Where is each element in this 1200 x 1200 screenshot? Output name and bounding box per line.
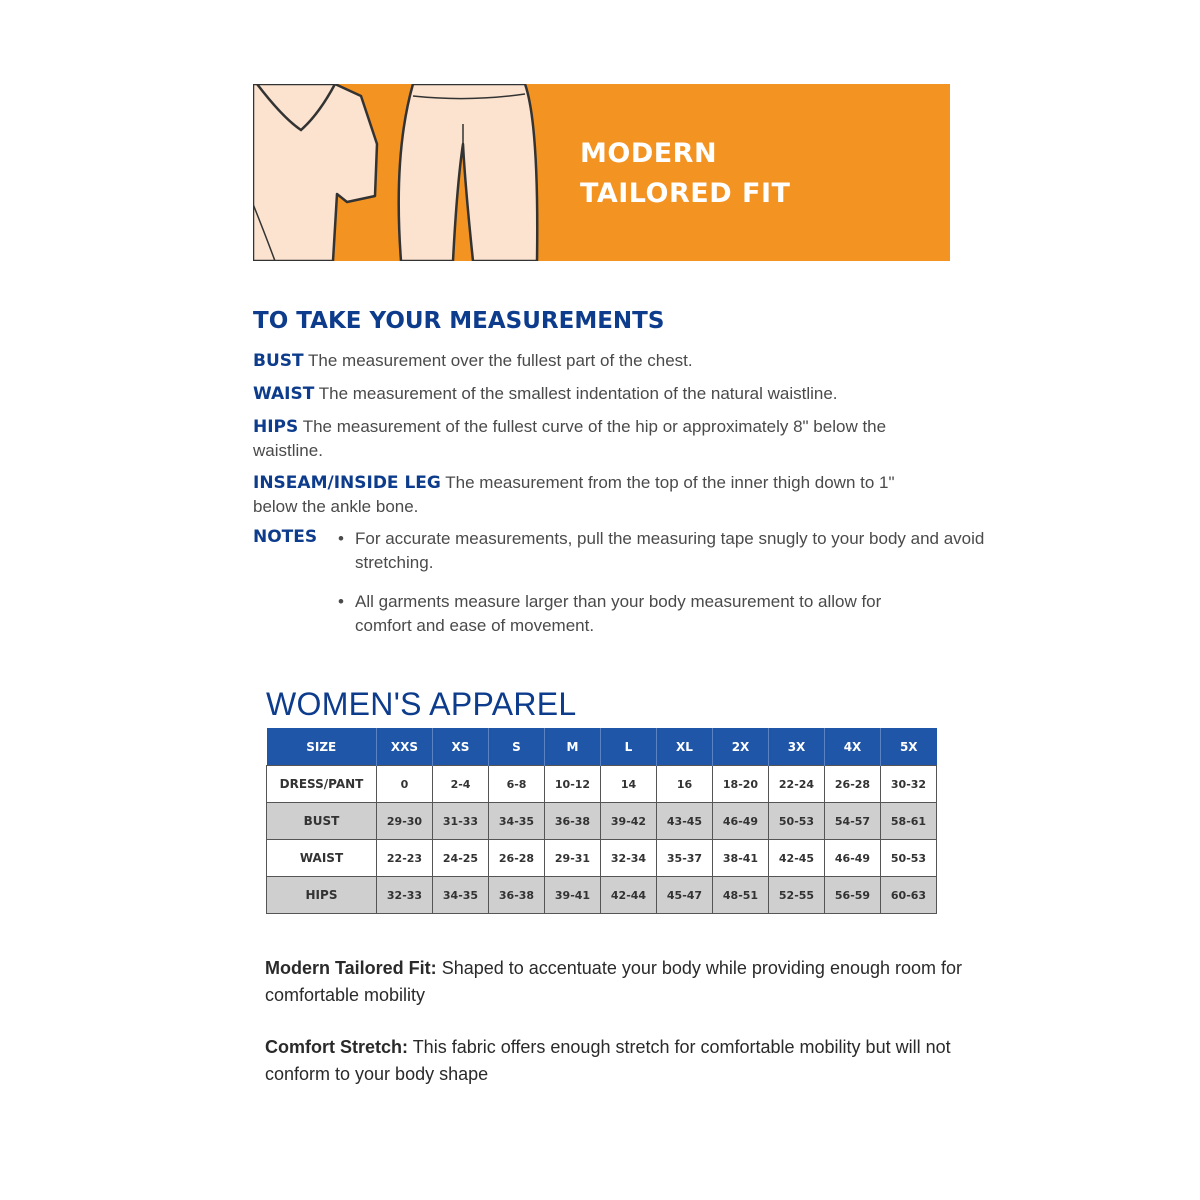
header-cell: 4X <box>825 728 881 766</box>
table-cell: 50-53 <box>881 840 937 877</box>
pants-illustration <box>399 84 538 261</box>
footnote-comfort-stretch <box>265 1034 985 1088</box>
table-cell: 39-42 <box>601 803 657 840</box>
footnote-term: Modern Tailored Fit: <box>265 958 437 978</box>
notes-label: NOTES <box>253 527 318 547</box>
note-item <box>338 527 998 575</box>
banner-title-line1: MODERN <box>580 138 718 169</box>
row-label: HIPS <box>267 877 377 914</box>
table-row <box>267 840 937 877</box>
table-cell: 26-28 <box>825 766 881 803</box>
header-cell: 3X <box>769 728 825 766</box>
header-cell: 2X <box>713 728 769 766</box>
row-label: DRESS/PANT <box>267 766 377 803</box>
note-text: All garments measure larger than your body measurement to allow for comfort and ease of movement. <box>355 592 882 635</box>
footnote-modern-fit <box>265 955 985 1009</box>
table-cell: 14 <box>601 766 657 803</box>
size-chart-table <box>266 728 937 914</box>
bullet-icon: • <box>338 592 344 611</box>
table-cell: 6-8 <box>489 766 545 803</box>
table-row <box>267 766 937 803</box>
row-label: WAIST <box>267 840 377 877</box>
table-cell: 56-59 <box>825 877 881 914</box>
header-cell: S <box>489 728 545 766</box>
measurement-term: BUST <box>253 351 304 371</box>
header-cell: 5X <box>881 728 937 766</box>
table-cell: 36-38 <box>489 877 545 914</box>
table-cell: 52-55 <box>769 877 825 914</box>
table-row <box>267 877 937 914</box>
footnote-text: This fabric offers enough stretch for comfortable mobility but will not conform to your body shape <box>265 1037 951 1084</box>
measurements-title: TO TAKE YOUR MEASUREMENTS <box>253 308 665 334</box>
footnote-term: Comfort Stretch: <box>265 1037 408 1057</box>
fit-banner <box>253 84 950 261</box>
table-cell: 48-51 <box>713 877 769 914</box>
row-label: BUST <box>267 803 377 840</box>
measurement-text: The measurement over the fullest part of the chest. <box>308 351 693 370</box>
header-cell: L <box>601 728 657 766</box>
note-text: For accurate measurements, pull the measuring tape snugly to your body and avoid stretching. <box>355 529 985 572</box>
header-cell: XXS <box>377 728 433 766</box>
table-cell: 26-28 <box>489 840 545 877</box>
table-cell: 22-23 <box>377 840 433 877</box>
apparel-title: WOMEN'S APPAREL <box>266 686 577 722</box>
table-cell: 30-32 <box>881 766 937 803</box>
table-cell: 46-49 <box>825 840 881 877</box>
table-cell: 32-34 <box>601 840 657 877</box>
table-cell: 34-35 <box>433 877 489 914</box>
table-cell: 46-49 <box>713 803 769 840</box>
measurement-text: The measurement of the fullest curve of the hip or approximately 8" below the waistline. <box>253 417 887 460</box>
table-row <box>267 803 937 840</box>
table-cell: 34-35 <box>489 803 545 840</box>
header-cell: M <box>545 728 601 766</box>
measurement-term: HIPS <box>253 417 299 437</box>
bullet-icon: • <box>338 529 344 548</box>
table-cell: 29-30 <box>377 803 433 840</box>
measurement-bust <box>253 349 993 373</box>
table-cell: 35-37 <box>657 840 713 877</box>
table-cell: 42-44 <box>601 877 657 914</box>
table-cell: 24-25 <box>433 840 489 877</box>
table-cell: 32-33 <box>377 877 433 914</box>
table-cell: 31-33 <box>433 803 489 840</box>
header-cell: SIZE <box>267 728 377 766</box>
header-cell: XS <box>433 728 489 766</box>
measurement-text: The measurement from the top of the inner thigh down to 1" below the ankle bone. <box>253 473 895 516</box>
note-item <box>338 590 938 638</box>
footnote-text: Shaped to accentuate your body while providing enough room for comfortable mobility <box>265 958 963 1005</box>
table-cell: 36-38 <box>545 803 601 840</box>
measurement-text: The measurement of the smallest indentation of the natural waistline. <box>318 384 838 403</box>
banner-title <box>580 134 790 214</box>
table-cell: 45-47 <box>657 877 713 914</box>
table-cell: 58-61 <box>881 803 937 840</box>
table-cell: 42-45 <box>769 840 825 877</box>
measurement-term: INSEAM/INSIDE LEG <box>253 473 441 493</box>
table-cell: 2-4 <box>433 766 489 803</box>
table-cell: 60-63 <box>881 877 937 914</box>
table-cell: 22-24 <box>769 766 825 803</box>
measurement-inseam <box>253 471 933 519</box>
table-cell: 16 <box>657 766 713 803</box>
measurement-term: WAIST <box>253 384 315 404</box>
table-cell: 18-20 <box>713 766 769 803</box>
table-cell: 0 <box>377 766 433 803</box>
table-cell: 50-53 <box>769 803 825 840</box>
banner-title-line2: TAILORED FIT <box>580 178 791 209</box>
table-cell: 38-41 <box>713 840 769 877</box>
table-cell: 39-41 <box>545 877 601 914</box>
table-cell: 43-45 <box>657 803 713 840</box>
shirt-illustration <box>253 84 377 261</box>
measurement-hips <box>253 415 933 463</box>
table-header-row <box>267 728 937 766</box>
header-cell: XL <box>657 728 713 766</box>
table-cell: 10-12 <box>545 766 601 803</box>
measurement-waist <box>253 382 993 406</box>
table-cell: 54-57 <box>825 803 881 840</box>
table-cell: 29-31 <box>545 840 601 877</box>
